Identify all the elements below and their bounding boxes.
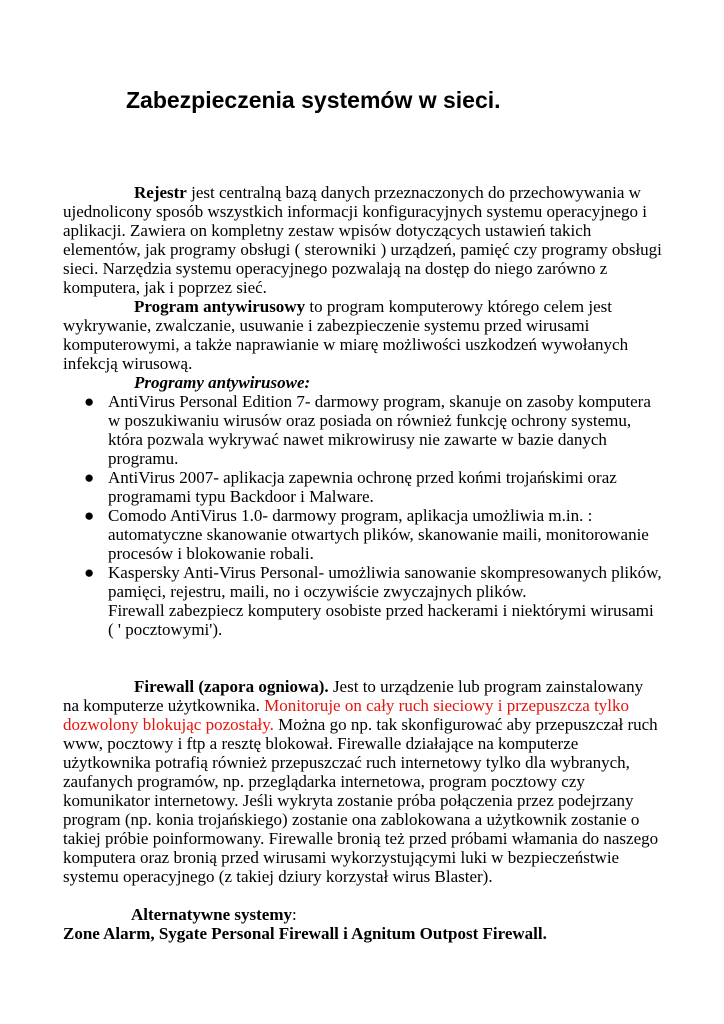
- bullet-icon: ●: [84, 506, 95, 525]
- rejestr-text: jest centralną bazą danych przeznaczonych do przechowywania w ujednolicony sposób wszystkich informacji konfiguracyjnych systemu operacyjnego i aplikacji. Zawiera on kompletny zestaw wpisów dotyczących ustawień takich elementów, jak programy obsługi ( sterowniki ) urządzeń, pamięć czy programy obsługi sieci. Narzędzia systemu operacyjnego pozwalają na dostęp do niego zarówno z komputera, jak i poprzez sieć.: [63, 183, 662, 297]
- alternatives-heading: [63, 905, 663, 924]
- list-item-text: AntiVirus 2007- aplikacja zapewnia ochronę przed końmi trojańskimi oraz programami typu Backdoor i Malware.: [108, 468, 617, 506]
- firewall-text-before: Jest to urządzenie lub program zainstalowany na komputerze użytkownika.: [63, 677, 644, 715]
- antivirus-text: to program komputerowy którego celem jest wykrywanie, zwalczanie, usuwanie i zabezpieczenie systemu przed wirusami komputerowymi, a także naprawianie w miarę możliwości uszkodzeń wywołanych infekcją wirusową.: [63, 297, 629, 373]
- programs-heading: Programy antywirusowe:: [134, 373, 311, 392]
- rejestr-paragraph: [63, 183, 663, 297]
- list-item: [84, 506, 663, 563]
- page-title: Zabezpieczenia systemów w sieci.: [126, 87, 501, 113]
- firewall-note: Firewall zabezpiecz komputery osobiste przed hackerami i niektórymi wirusami ( ' pocztowymi').: [108, 601, 654, 639]
- alternatives-colon: :: [292, 905, 297, 924]
- alternatives-list-text: Zone Alarm, Sygate Personal Firewall i Agnitum Outpost Firewall.: [63, 924, 547, 943]
- list-item: [84, 468, 663, 506]
- antivirus-program-list: [63, 392, 663, 639]
- firewall-text-after: Można go np. tak skonfigurować aby przepuszczał ruch www, pocztowy i ftp a resztę blokował. Firewalle działające na komputerze użytkownika potrafią również przepuszczać ruch internetowy tylko dla wybranych, zaufanych programów, np. przeglądarka internetowa, program pocztowy czy komunikator internetowy. Jeśli wykryta zostanie próba połączenia przez podejrzany program (np. konia trojańskiego) zostanie ona zablokowana a użytkownik zostanie o takiej próbie poinformowany. Firewalle bronią też przed próbami włamania do naszego komputera oraz bronią przed wirusami wykorzystującymi luki w bezpieczeństwie systemu operacyjnego (z takiej dziury korzystał wirus Blaster).: [63, 715, 659, 886]
- firewall-highlight: Monitoruje on cały ruch sieciowy i przepuszcza tylko dozwolony blokując pozostały.: [63, 696, 630, 734]
- bullet-icon: ●: [84, 563, 95, 582]
- rejestr-term: Rejestr: [134, 183, 187, 202]
- bullet-icon: ●: [84, 468, 95, 487]
- alternatives-list: [63, 924, 663, 943]
- firewall-term: Firewall (zapora ogniowa).: [134, 677, 329, 696]
- list-item-text: Comodo AntiVirus 1.0- darmowy program, aplikacja umożliwia m.in. : automatyczne skanowanie otwartych plików, skanowanie maili, monitorowanie procesów i blokowanie robali.: [108, 506, 649, 563]
- document-body: [63, 183, 663, 943]
- spacer: [63, 639, 663, 677]
- spacer: [63, 886, 663, 905]
- antivirus-term: Program antywirusowy: [134, 297, 306, 316]
- list-item-text: AntiVirus Personal Edition 7- darmowy program, skanuje on zasoby komputera w poszukiwaniu wirusów oraz posiada on również funkcję ochrony systemu, która pozwala wykrywać nawet mikrowirusy nie zawarte w bazie danych programu.: [108, 392, 651, 468]
- alternatives-label: Alternatywne systemy: [131, 905, 292, 924]
- firewall-paragraph: [63, 677, 663, 886]
- bullet-icon: ●: [84, 392, 95, 411]
- antivirus-paragraph: [63, 297, 663, 373]
- list-item: [84, 563, 663, 639]
- list-item-text: Kaspersky Anti-Virus Personal- umożliwia sanowanie skompresowanych plików, pamięci, rejestru, maili, no i oczywiście zwyczajnych plików.: [108, 563, 662, 601]
- list-item: [84, 392, 663, 468]
